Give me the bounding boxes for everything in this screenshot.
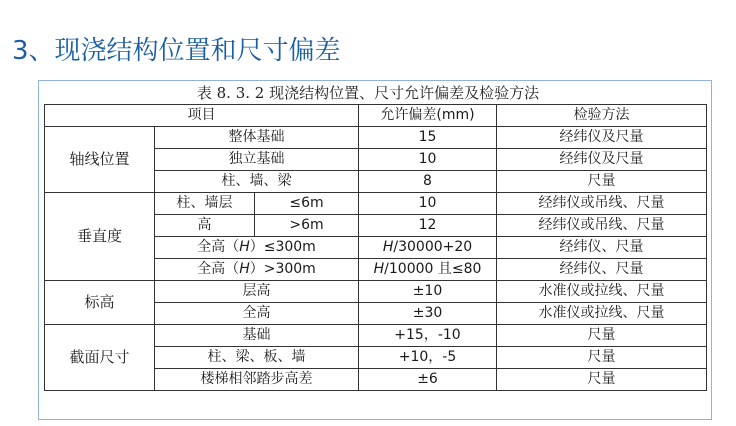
header-item: 项目 [45, 105, 359, 127]
row-tolerance: ±10 [359, 281, 497, 303]
row-item-symbol: H [239, 239, 250, 255]
row-item-suffix: ）>300m [249, 261, 316, 277]
row-item: 层高 [155, 281, 359, 303]
row-tolerance: 10 [359, 149, 497, 171]
table-caption: 表 8. 3. 2 现浇结构位置、尺寸允许偏差及检验方法 [196, 84, 540, 102]
row-method: 经纬仪及尺量 [497, 149, 707, 171]
row-tolerance: +10，-5 [359, 347, 497, 369]
table-header-row [45, 105, 707, 127]
row-method: 经纬仪、尺量 [497, 237, 707, 259]
row-item-prefix: 全高（ [197, 261, 240, 277]
header-method: 检验方法 [497, 105, 707, 127]
row-tolerance: 10 [359, 193, 497, 215]
header-tolerance: 允许偏差(mm) [359, 105, 497, 127]
group-section: 截面尺寸 [45, 325, 155, 391]
row-item [155, 259, 359, 281]
row-item: 独立基础 [155, 149, 359, 171]
row-method: 尺量 [497, 347, 707, 369]
row-tolerance: 12 [359, 215, 497, 237]
row-tolerance [359, 237, 497, 259]
row-item-part: 高 [155, 215, 255, 237]
row-item-part: 柱、墙层 [155, 193, 255, 215]
tolerance-symbol: H [373, 261, 385, 277]
group-elevation: 标高 [45, 281, 155, 325]
slide-title: 3、现浇结构位置和尺寸偏差 [12, 36, 341, 66]
row-item-prefix: 全高（ [197, 239, 240, 255]
row-item-suffix: ）≤300m [249, 239, 316, 255]
row-item: 柱、梁、板、墙 [155, 347, 359, 369]
row-method: 经纬仪及尺量 [497, 127, 707, 149]
row-item: 基础 [155, 325, 359, 347]
tolerance-formula: /30000+20 [393, 239, 473, 255]
tolerance-formula: /10000 且≤80 [384, 261, 482, 277]
row-method: 经纬仪、尺量 [497, 259, 707, 281]
row-method: 经纬仪或吊线、尺量 [497, 193, 707, 215]
row-item: 整体基础 [155, 127, 359, 149]
row-item: 全高 [155, 303, 359, 325]
row-tolerance: 15 [359, 127, 497, 149]
row-method: 经纬仪或吊线、尺量 [497, 215, 707, 237]
row-method: 尺量 [497, 171, 707, 193]
group-axis: 轴线位置 [45, 127, 155, 193]
table-row [45, 127, 707, 149]
row-item-symbol: H [239, 261, 250, 277]
row-item-condition: ≤6m [255, 193, 359, 215]
row-item [155, 237, 359, 259]
table-row [45, 325, 707, 347]
group-vertical: 垂直度 [45, 193, 155, 281]
row-method: 尺量 [497, 369, 707, 391]
row-tolerance: +15，-10 [359, 325, 497, 347]
row-item: 楼梯相邻踏步高差 [155, 369, 359, 391]
row-method: 尺量 [497, 325, 707, 347]
tolerance-symbol: H [382, 239, 394, 255]
row-method: 水准仪或拉线、尺量 [497, 281, 707, 303]
row-tolerance [359, 259, 497, 281]
row-tolerance: ±30 [359, 303, 497, 325]
row-item: 柱、墙、梁 [155, 171, 359, 193]
row-tolerance: ±6 [359, 369, 497, 391]
row-item-condition: >6m [255, 215, 359, 237]
table-row [45, 193, 707, 215]
row-tolerance: 8 [359, 171, 497, 193]
row-method: 水准仪或拉线、尺量 [497, 303, 707, 325]
table-row [45, 281, 707, 303]
tolerance-table [44, 104, 707, 391]
